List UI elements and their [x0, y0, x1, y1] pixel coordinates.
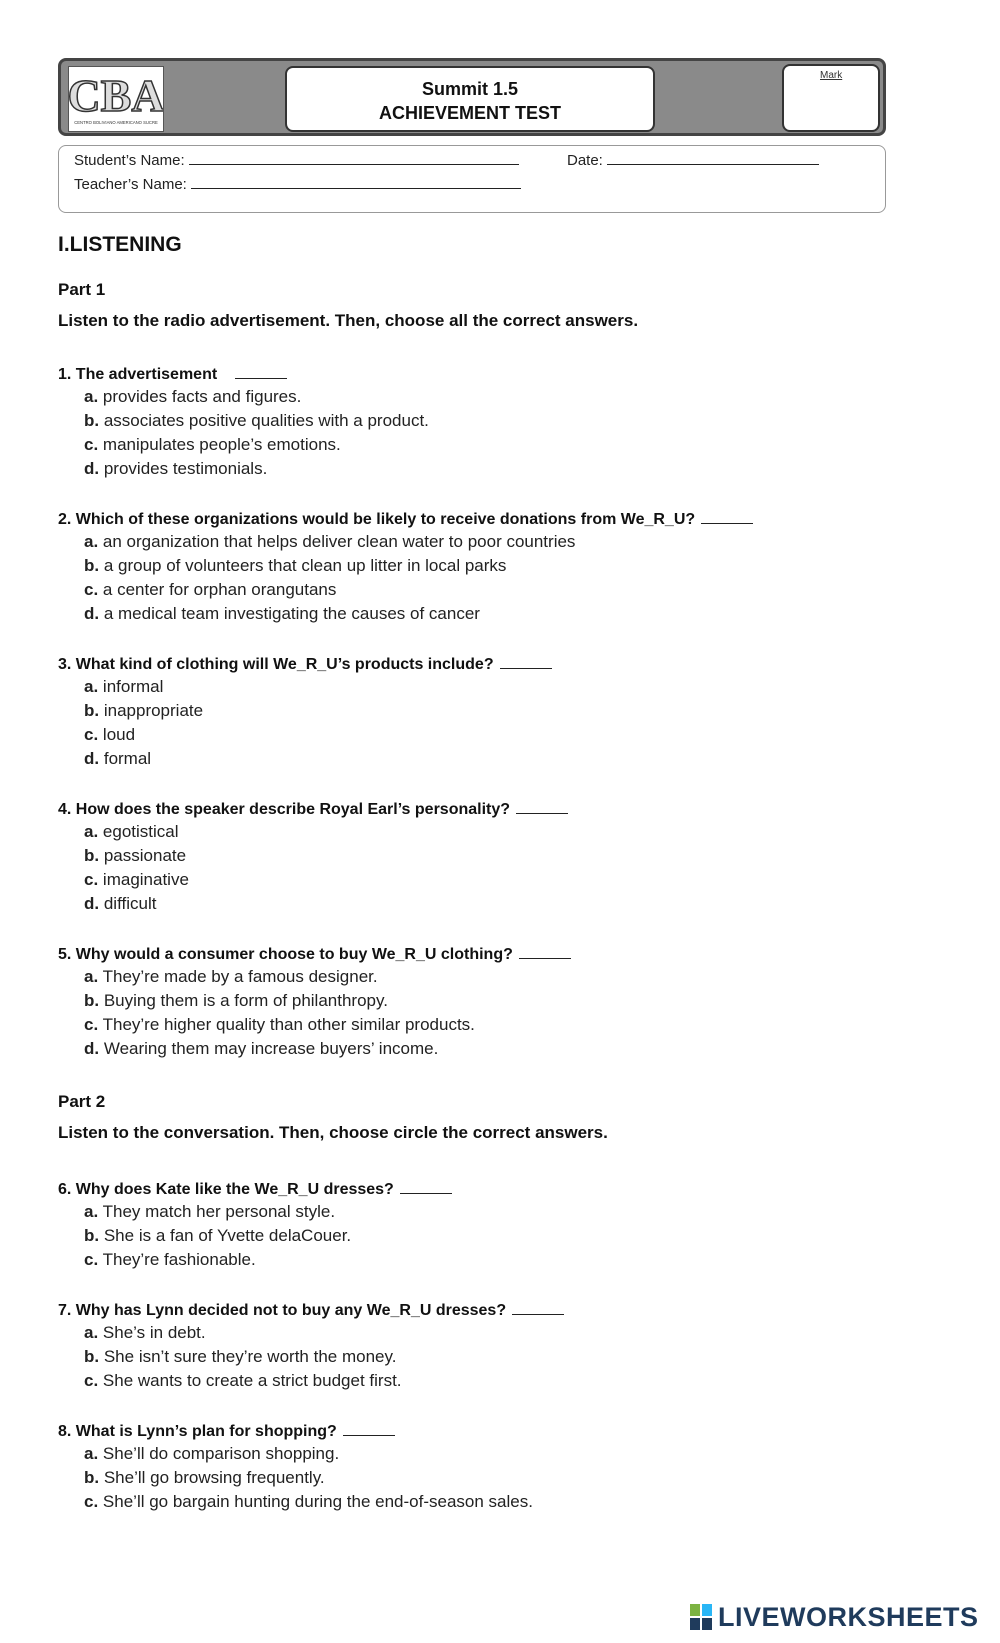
option[interactable]: b. She’ll go browsing frequently.: [84, 1468, 325, 1487]
option[interactable]: c. imaginative: [84, 870, 189, 889]
date-row: [567, 151, 819, 169]
option[interactable]: a. informal: [84, 677, 164, 696]
answer-blank[interactable]: [512, 1300, 564, 1315]
mark-label: Mark: [820, 70, 843, 81]
logo-caption: CENTRO BOLIVIANO AMERICANO SUCRE: [74, 120, 158, 125]
answer-blank[interactable]: [400, 1179, 452, 1194]
question-5: 5. Why would a consumer choose to buy We_R_U clothing?: [58, 944, 571, 964]
option[interactable]: c. loud: [84, 725, 136, 744]
answer-blank[interactable]: [516, 799, 568, 814]
option[interactable]: a. provides facts and figures.: [84, 387, 302, 406]
answer-blank[interactable]: [343, 1421, 395, 1436]
option[interactable]: b. a group of volunteers that clean up litter in local parks: [84, 556, 507, 575]
school-logo: [68, 66, 164, 132]
brand-text: LIVEWORKSHEETS: [718, 1601, 979, 1632]
option[interactable]: a. They’re made by a famous designer.: [84, 967, 378, 986]
student-name-field[interactable]: [189, 151, 519, 165]
part2-instruction: Listen to the conversation. Then, choose circle the correct answers.: [58, 1123, 608, 1142]
liveworksheets-logo-icon: [690, 1604, 712, 1630]
option[interactable]: b. associates positive qualities with a product.: [84, 411, 429, 430]
option[interactable]: c. She’ll go bargain hunting during the end-of-season sales.: [84, 1492, 533, 1511]
option[interactable]: d. provides testimonials.: [84, 459, 268, 478]
option[interactable]: c. They’re fashionable.: [84, 1250, 256, 1269]
option[interactable]: d. Wearing them may increase buyers’ income.: [84, 1039, 439, 1058]
question-4: 4. How does the speaker describe Royal Earl’s personality?: [58, 799, 568, 819]
option[interactable]: a. an organization that helps deliver clean water to poor countries: [84, 532, 576, 551]
title-box: [285, 66, 655, 132]
cba-logo-icon: [69, 67, 163, 131]
course-title: Summit 1.5: [421, 79, 519, 99]
option[interactable]: b. passionate: [84, 846, 187, 865]
logo-text: CBA: [69, 70, 163, 121]
question-2: 2. Which of these organizations would be likely to receive donations from We_R_U?: [58, 509, 753, 529]
option[interactable]: a. She’s in debt.: [84, 1323, 206, 1342]
question-7: 7. Why has Lynn decided not to buy any We_R_U dresses?: [58, 1300, 564, 1320]
option[interactable]: c. a center for orphan orangutans: [84, 580, 337, 599]
answer-blank[interactable]: [701, 509, 753, 524]
section-title: I.LISTENING: [58, 233, 182, 256]
question-6: 6. Why does Kate like the We_R_U dresses?: [58, 1179, 452, 1199]
part2-title: Part 2: [58, 1092, 106, 1111]
question-1: 1. The advertisement: [58, 364, 287, 384]
option[interactable]: b. inappropriate: [84, 701, 204, 720]
date-field[interactable]: [607, 151, 819, 165]
question-3: 3. What kind of clothing will We_R_U’s products include?: [58, 654, 552, 674]
option[interactable]: d. formal: [84, 749, 152, 768]
student-info-box: [58, 145, 886, 213]
student-name-row: [74, 151, 519, 169]
teacher-name-row: [74, 175, 521, 193]
option[interactable]: a. egotistical: [84, 822, 179, 841]
question-8: 8. What is Lynn’s plan for shopping?: [58, 1421, 395, 1441]
answer-blank[interactable]: [235, 364, 287, 379]
teacher-name-label: Teacher’s Name:: [74, 176, 187, 193]
part1-instruction: Listen to the radio advertisement. Then, choose all the correct answers.: [58, 311, 639, 330]
option[interactable]: b. She is a fan of Yvette delaCouer.: [84, 1226, 352, 1245]
answer-blank[interactable]: [519, 944, 571, 959]
option[interactable]: d. a medical team investigating the causes of cancer: [84, 604, 480, 623]
date-label: Date:: [567, 152, 603, 169]
teacher-name-field[interactable]: [191, 175, 521, 189]
option[interactable]: a. She’ll do comparison shopping.: [84, 1444, 340, 1463]
answer-blank[interactable]: [500, 654, 552, 669]
part1-title: Part 1: [58, 280, 106, 299]
option[interactable]: c. manipulates people’s emotions.: [84, 435, 341, 454]
option[interactable]: b. Buying them is a form of philanthropy.: [84, 991, 388, 1010]
test-title: ACHIEVEMENT TEST: [378, 103, 561, 123]
option[interactable]: a. They match her personal style.: [84, 1202, 336, 1221]
liveworksheets-footer: [690, 1600, 979, 1634]
student-name-label: Student’s Name:: [74, 152, 185, 169]
option[interactable]: b. She isn’t sure they’re worth the money.: [84, 1347, 397, 1366]
option[interactable]: c. They’re higher quality than other similar products.: [84, 1015, 475, 1034]
option[interactable]: d. difficult: [84, 894, 157, 913]
mark-box[interactable]: [782, 64, 880, 132]
option[interactable]: c. She wants to create a strict budget first.: [84, 1371, 402, 1390]
test-header: [58, 58, 886, 136]
